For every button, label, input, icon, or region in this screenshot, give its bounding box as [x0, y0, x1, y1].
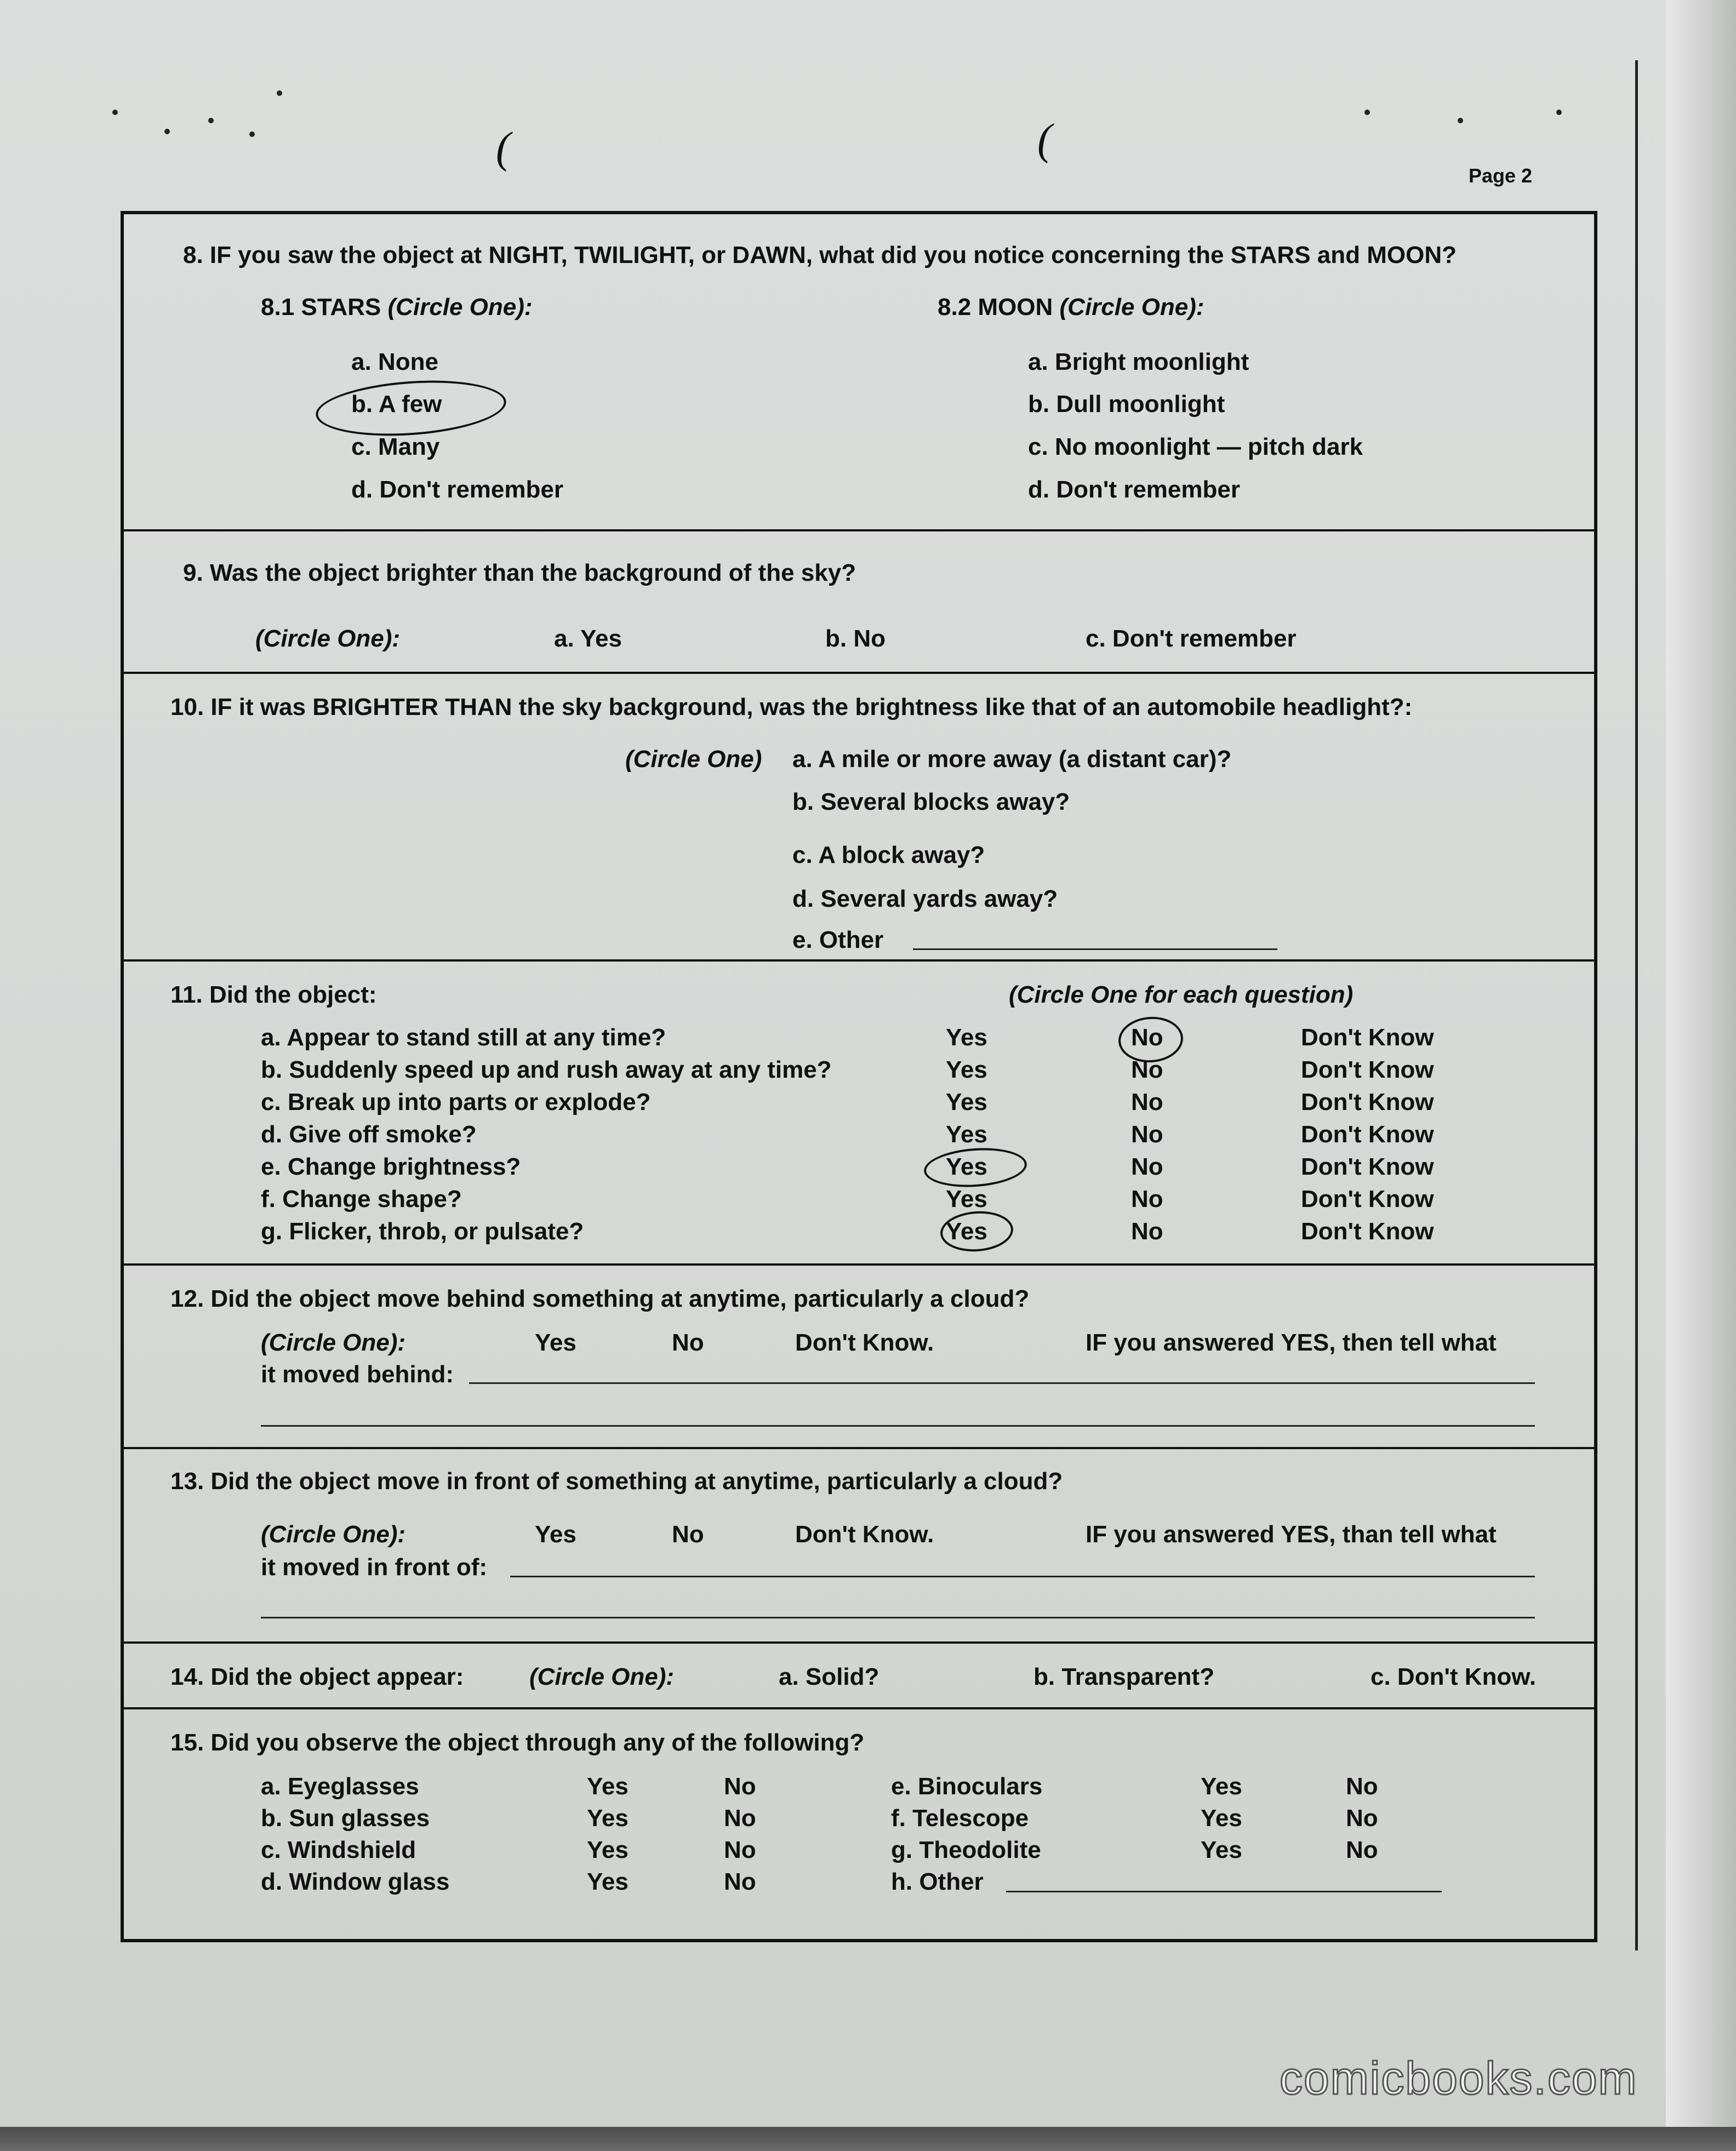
no-option[interactable]: No	[1346, 1805, 1378, 1832]
yes-option[interactable]: Yes	[587, 1773, 629, 1800]
if-yes-label: IF you answered YES, then tell what	[1086, 1329, 1497, 1356]
yes-option[interactable]: Yes	[535, 1329, 576, 1356]
moon-option[interactable]: b. Dull moonlight	[1028, 391, 1225, 417]
q15-item: f. Telescope	[891, 1805, 1029, 1832]
question-11: 11. Did the object:	[170, 981, 377, 1008]
watermark: comicbooks.com	[1280, 2052, 1638, 2104]
no-option[interactable]: No	[1131, 1153, 1163, 1180]
yes-option[interactable]: Yes	[1201, 1805, 1242, 1832]
section-divider	[124, 1263, 1594, 1266]
scan-speck	[1458, 118, 1463, 123]
no-option[interactable]: No	[1346, 1837, 1378, 1863]
no-option[interactable]: No	[1131, 1121, 1163, 1148]
q10-option[interactable]: a. A mile or more away (a distant car)?	[792, 746, 1232, 773]
dont-know-option[interactable]: Don't Know.	[795, 1521, 934, 1548]
stars-option[interactable]: d. Don't remember	[351, 476, 563, 503]
question-13: 13. Did the object move in front of something at anytime, particularly a cloud?	[170, 1468, 1063, 1495]
answer-line[interactable]	[261, 1617, 1535, 1618]
scan-speck	[1556, 110, 1562, 115]
scan-speck	[1364, 110, 1370, 115]
circle-one-label: (Circle One):	[529, 1663, 675, 1690]
circle-one-label: (Circle One):	[261, 1329, 406, 1356]
no-option[interactable]: No	[724, 1868, 756, 1895]
page-edge	[1666, 0, 1736, 2151]
moon-title: 8.2 MOON (Circle One):	[938, 294, 1204, 321]
yes-option[interactable]: Yes	[946, 1056, 987, 1083]
answer-line[interactable]	[510, 1576, 1535, 1577]
q9-option[interactable]: c. Don't remember	[1086, 625, 1297, 652]
scan-mark: (	[496, 124, 511, 172]
bottom-strip	[0, 2127, 1736, 2151]
yes-option[interactable]: Yes	[946, 1089, 987, 1115]
dont-know-option[interactable]: Don't Know	[1301, 1056, 1434, 1083]
no-option[interactable]: No	[672, 1521, 704, 1548]
no-option[interactable]: No	[724, 1805, 756, 1832]
other-blank-line[interactable]	[913, 948, 1277, 950]
no-option[interactable]: No	[724, 1773, 756, 1800]
circle-one-label: (Circle One):	[255, 625, 401, 652]
q11-item: a. Appear to stand still at any time?	[261, 1024, 666, 1051]
yes-option[interactable]: Yes	[587, 1868, 629, 1895]
section-divider	[124, 1707, 1594, 1709]
section-divider	[124, 959, 1594, 962]
follow-label: it moved behind:	[261, 1361, 454, 1388]
q9-option[interactable]: a. Yes	[554, 625, 622, 652]
if-yes-label: IF you answered YES, than tell what	[1086, 1521, 1497, 1548]
dont-know-option[interactable]: Don't Know	[1301, 1024, 1434, 1051]
q10-option[interactable]: c. A block away?	[792, 842, 985, 868]
q15-item: d. Window glass	[261, 1868, 450, 1895]
q10-option[interactable]: b. Several blocks away?	[792, 788, 1070, 815]
dont-know-option[interactable]: Don't Know	[1301, 1153, 1434, 1180]
moon-option[interactable]: a. Bright moonlight	[1028, 348, 1249, 375]
no-option[interactable]: No	[1131, 1218, 1163, 1245]
answer-line[interactable]	[469, 1382, 1535, 1384]
no-option[interactable]: No	[1131, 1089, 1163, 1115]
q11-item: g. Flicker, throb, or pulsate?	[261, 1218, 584, 1245]
circle-hint: (Circle One for each question)	[1009, 981, 1354, 1008]
moon-option[interactable]: d. Don't remember	[1028, 476, 1240, 503]
scan-speck	[208, 118, 214, 123]
circle-one-label: (Circle One):	[261, 1521, 406, 1548]
follow-label: it moved in front of:	[261, 1554, 488, 1581]
section-divider	[124, 1447, 1594, 1449]
q10-option[interactable]: d. Several yards away?	[792, 885, 1058, 912]
stars-title: 8.1 STARS (Circle One):	[261, 294, 533, 321]
hand-drawn-circle	[939, 1209, 1015, 1254]
question-8: 8. IF you saw the object at NIGHT, TWILIGHT, or DAWN, what did you notice concerning the STARS and MOON?	[183, 242, 1457, 268]
q11-item: f. Change shape?	[261, 1186, 462, 1212]
circle-one-label: (Circle One)	[625, 746, 762, 773]
yes-option[interactable]: Yes	[587, 1805, 629, 1832]
section-divider	[124, 529, 1594, 531]
no-option[interactable]: No	[1346, 1773, 1378, 1800]
dont-know-option[interactable]: Don't Know	[1301, 1121, 1434, 1148]
yes-option[interactable]: Yes	[1201, 1773, 1242, 1800]
stars-option[interactable]: a. None	[351, 348, 438, 375]
q15-item: b. Sun glasses	[261, 1805, 430, 1832]
q9-option[interactable]: b. No	[825, 625, 886, 652]
no-option[interactable]: No	[1131, 1186, 1163, 1212]
hand-drawn-circle	[923, 1145, 1028, 1191]
scan-speck	[277, 90, 282, 96]
section-divider	[124, 1641, 1594, 1644]
q15-item: a. Eyeglasses	[261, 1773, 419, 1800]
q14-option[interactable]: c. Don't Know.	[1370, 1663, 1537, 1690]
yes-option[interactable]: Yes	[946, 1024, 987, 1051]
question-9: 9. Was the object brighter than the background of the sky?	[183, 559, 856, 586]
q10-option[interactable]: e. Other	[792, 926, 884, 953]
answer-line[interactable]	[261, 1425, 1535, 1427]
scan-speck	[164, 129, 170, 134]
other-blank-line[interactable]	[1006, 1891, 1442, 1892]
no-option[interactable]: No	[1131, 1024, 1163, 1051]
question-14: 14. Did the object appear:	[170, 1663, 464, 1690]
q15-item: e. Binoculars	[891, 1773, 1043, 1800]
questionnaire-form	[121, 211, 1597, 1942]
yes-option[interactable]: Yes	[946, 1186, 987, 1212]
page-number: Page 2	[1469, 164, 1533, 187]
dont-know-option[interactable]: Don't Know	[1301, 1218, 1434, 1245]
no-option[interactable]: No	[1131, 1056, 1163, 1083]
question-12: 12. Did the object move behind something at anytime, particularly a cloud?	[170, 1285, 1030, 1312]
dont-know-option[interactable]: Don't Know.	[795, 1329, 934, 1356]
yes-option[interactable]: Yes	[535, 1521, 576, 1548]
q11-item: c. Break up into parts or explode?	[261, 1089, 651, 1115]
question-15: 15. Did you observe the object through any of the following?	[170, 1729, 865, 1756]
scan-speck	[249, 131, 255, 137]
section-divider	[124, 672, 1594, 674]
scan-mark: (	[1037, 116, 1052, 164]
stars-option[interactable]: b. A few	[351, 391, 442, 417]
yes-option[interactable]: Yes	[946, 1218, 987, 1245]
yes-option[interactable]: Yes	[1201, 1837, 1242, 1863]
dont-know-option[interactable]: Don't Know	[1301, 1089, 1434, 1115]
no-option[interactable]: No	[724, 1837, 756, 1863]
hand-drawn-circle	[314, 375, 508, 442]
q11-item: b. Suddenly speed up and rush away at any time?	[261, 1056, 832, 1083]
yes-option[interactable]: Yes	[587, 1837, 629, 1863]
q14-option[interactable]: a. Solid?	[779, 1663, 880, 1690]
moon-option[interactable]: c. No moonlight — pitch dark	[1028, 433, 1363, 460]
q15-item: h. Other	[891, 1868, 984, 1895]
q15-item: g. Theodolite	[891, 1837, 1041, 1863]
no-option[interactable]: No	[672, 1329, 704, 1356]
yes-option[interactable]: Yes	[946, 1121, 987, 1148]
dont-know-option[interactable]: Don't Know	[1301, 1186, 1434, 1212]
q11-item: d. Give off smoke?	[261, 1121, 477, 1148]
scan-speck	[112, 110, 118, 115]
question-10: 10. IF it was BRIGHTER THAN the sky background, was the brightness like that of an automobile headlight?:	[170, 694, 1413, 720]
yes-option[interactable]: Yes	[946, 1153, 987, 1180]
q14-option[interactable]: b. Transparent?	[1033, 1663, 1215, 1690]
edge-line	[1635, 60, 1638, 1950]
q11-item: e. Change brightness?	[261, 1153, 521, 1180]
q15-item: c. Windshield	[261, 1837, 416, 1863]
stars-option[interactable]: c. Many	[351, 433, 440, 460]
